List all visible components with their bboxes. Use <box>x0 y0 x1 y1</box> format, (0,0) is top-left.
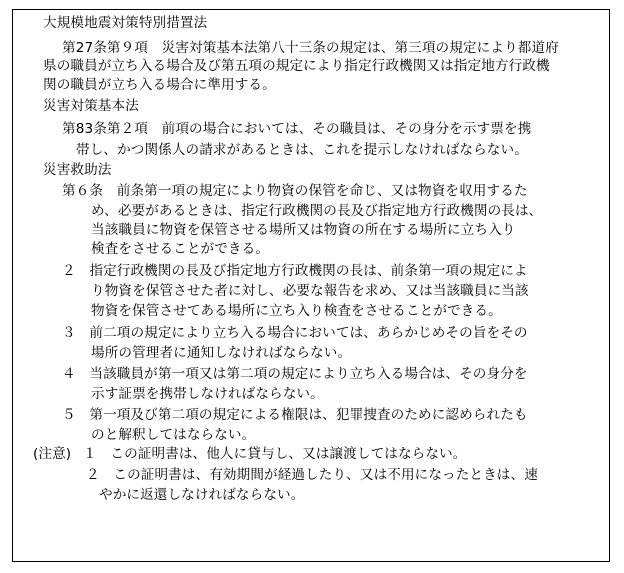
note-line: やかに返還しなければならない。 <box>99 487 305 503</box>
text-line: め、必要があるときは、指定行政機関の長及び指定地方行政機関の長は、 <box>91 203 543 219</box>
text-line: 場所の管理者に通知しなければならない。 <box>91 345 352 361</box>
text-line: 第27条第９項 災害対策基本法第八十三条の規定は、第三項の規定により都道府 <box>62 40 559 56</box>
note-line: ２ この証明書は、有効期間が経過したり、又は不用になったときは、速 <box>86 467 538 483</box>
text-line: 当該職員に物資を保管させる場所又は物資の所在する場所に立ち入り <box>91 222 516 238</box>
text-line: のと解釈してはならない。 <box>91 427 256 443</box>
note-line: １ この証明書は、他人に貸与し、又は譲渡してはならない。 <box>83 446 467 462</box>
notes-label: (注意) <box>33 446 72 462</box>
text-line: 示す証票を携帯しなければならない。 <box>91 386 324 402</box>
text-line: 第６条 前条第一項の規定により物資の保管を命じ、又は物資を収用するた <box>62 183 528 199</box>
text-line: 第83条第２項 前項の場合においては、その職員は、その身分を示す票を携 <box>62 121 532 137</box>
text-line: ３ 前二項の規定により立ち入る場合においては、あらかじめその旨をその <box>62 325 528 341</box>
text-line: ４ 当該職員が第一項又は第二項の規定により立ち入る場合は、その身分を <box>62 366 528 382</box>
section-title-earthquake-act: 大規模地震対策特別措置法 <box>43 15 208 31</box>
text-line: り物資を保管させた者に対し、必要な報告を求め、又は当該職員に当該 <box>91 283 529 299</box>
text-line: 関の職員が立ち入る場合に準用する。 <box>43 77 276 93</box>
text-line: 物資を保管させてある場所に立ち入り検査をさせることができる。 <box>91 303 502 319</box>
section-title-disaster-basic-act: 災害対策基本法 <box>43 98 139 114</box>
text-line: 検査をさせることができる。 <box>91 241 270 257</box>
text-line: 帯し、かつ関係人の請求があるときは、これを提示しなければならない。 <box>76 142 528 158</box>
text-line: ２ 指定行政機関の長及び指定地方行政機関の長は、前条第一項の規定によ <box>62 263 528 279</box>
text-line: ５ 第一項及び第二項の規定による権限は、犯罪捜査のために認められたも <box>62 407 528 423</box>
section-title-disaster-relief-act: 災害救助法 <box>43 162 112 178</box>
text-line: 県の職員が立ち入る場合及び第五項の規定により指定行政機関又は指定地方行政機 <box>43 58 550 74</box>
